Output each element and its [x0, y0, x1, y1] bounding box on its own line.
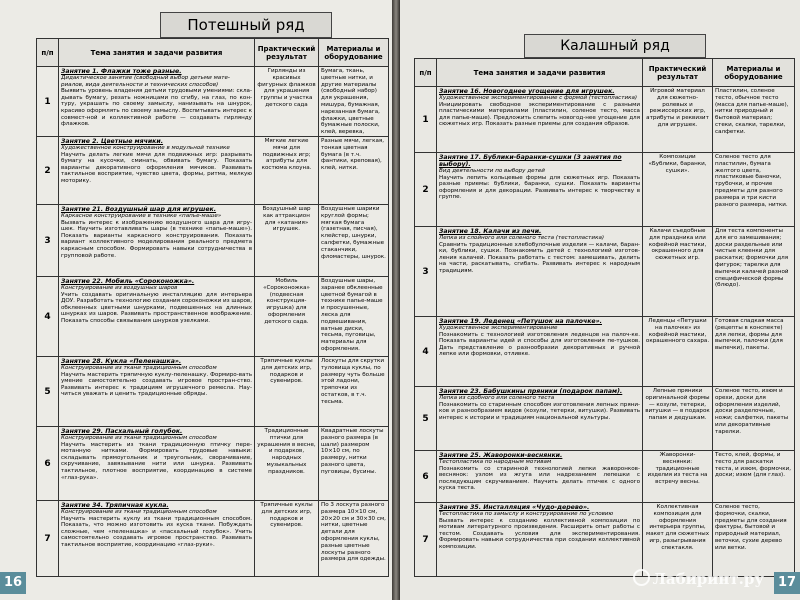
lesson-content [61, 358, 252, 425]
result-cell [255, 357, 319, 427]
practical-result: Композиции «Бублики, баранки, сушки». [648, 154, 707, 174]
row-number: 2 [37, 137, 59, 205]
practical-result: Тряпичные куклы для детских игр, подарков и сувениров. [260, 502, 313, 529]
table-row [415, 503, 795, 577]
row-number: 3 [37, 205, 59, 277]
left-lesson-table [36, 38, 389, 577]
materials-cell [713, 451, 795, 503]
lesson-title: Занятие 34. Тряпичная кукла. [61, 502, 169, 509]
result-cell [643, 153, 713, 227]
table-row [37, 357, 389, 427]
table-row [37, 427, 389, 501]
materials-list: Разные мячи, легкая, тонкая цветная бумага (в т.ч. фантики, креповая), клей, нитки. [321, 138, 385, 172]
lesson-subtitle: Тестопластика по народным мотивам [439, 459, 552, 465]
lesson-content [439, 318, 640, 385]
lesson-subtitle: Вид деятельности по выбору детей [439, 168, 545, 174]
watermark: Лабиринт.ру [633, 569, 764, 588]
materials-cell [319, 501, 389, 577]
lesson-title: Занятие 23. Бабушкины пряники (подарок папам). [439, 388, 623, 395]
result-cell [255, 427, 319, 501]
lesson-cell [437, 153, 643, 227]
lesson-cell [59, 357, 255, 427]
table-row [415, 317, 795, 387]
lesson-title: Занятие 1. Флажки тоже разные. [61, 68, 182, 75]
result-cell [643, 451, 713, 503]
lesson-goals: Научить мастерить из ткани традиционную птичку пере-мотанную нитками. Формировать трудовые навыки: складывать прямоугольник и треугольник, сворачивание, скручивание, завязывание нити или шнурка. Развивать тактильное, плотное восприятие, координацию в системе «глаз-рука». [61, 441, 252, 481]
lesson-goals: Инициировать свободное экспериментирование с разными пластическими материалами (пластилин, соленое тесто, масса для папье-маше). Предложить слепить новогод-нее угощение для сюжетных игр. Показать разные приемы для создания образов. [439, 101, 640, 128]
lesson-cell [437, 503, 643, 577]
lesson-cell [437, 317, 643, 387]
row-number: 2 [415, 153, 437, 227]
lesson-goals: Вызвать интерес к созданию коллективной композиции по мотивам литературного произведения. Расширить опыт работы с тестом. Создавать условия для экспериментирования. Формировать навыки сотрудничества при создании коллективной композиции. [439, 517, 640, 550]
materials-list: Пластилин, соленое тесто, обычное тесто (масса для папье-маше), нитки природный и бытовой материал; стеки, скалки, тарелки, салфетки. [715, 88, 789, 135]
lesson-goals: Научить мастерить куклу из ткани традиционным способом. Показать, что можно изготовить из куска ткани. Побуждать сложные, чем «пеленашка» и «пасхальный голубок». Учить самостоятельно создавать игровое пространство. Развивать тактильное восприятие, координацию «глаз-руки». [61, 515, 252, 548]
left-page-title: Потешный ряд [160, 12, 332, 38]
right-page-title: Калашный ряд [524, 34, 706, 58]
table-row [415, 451, 795, 503]
lesson-subtitle: Художественное конструирование в модульной технике [61, 145, 230, 151]
lesson-subtitle: Художественное экспериментирование с формой (тестопластика) [439, 95, 638, 101]
book-gutter [392, 0, 400, 600]
table-row [37, 137, 389, 205]
materials-list: Готовая сладкая масса (рецепты в конспекте) для лепки, формы для выпечки, палочки (для выпечки), пакеты. [715, 318, 784, 352]
lesson-content [439, 452, 640, 501]
lesson-subtitle: Конструирование из ткани традиционным способом [61, 365, 217, 371]
lesson-title: Занятие 35. Инсталляция «Чудо-дерево». [439, 504, 590, 511]
materials-cell [713, 87, 795, 153]
lesson-content [61, 502, 252, 575]
left-page-number: 16 [0, 572, 26, 594]
lesson-title: Занятие 22. Мобиль «Сороконожка». [61, 278, 195, 285]
lesson-subtitle: Дидактическое занятие (свободный выбор детьми мате-риалов, вида деятельности и технических способов) [61, 75, 230, 88]
lesson-cell [59, 501, 255, 577]
materials-cell [713, 153, 795, 227]
materials-cell [319, 67, 389, 137]
result-cell [643, 387, 713, 451]
lesson-subtitle: Конструирование из ткани традиционным способом [61, 509, 217, 515]
result-cell [255, 137, 319, 205]
practical-result: Калачи съедобные для праздника или кофейной мастики, окрашенного для сюжетных игр. [648, 228, 707, 262]
lesson-content [439, 504, 640, 575]
result-cell [255, 501, 319, 577]
row-number: 5 [415, 387, 437, 451]
materials-list: Соленое тесто, изюм и орехи, доски для оформления изделий, доски разделочные, ножи; салфетки, пакеты или декоративные тарелки. [715, 388, 789, 435]
lesson-subtitle: Лепка из сдобного или соленого теста [439, 395, 555, 401]
lesson-subtitle: Лепка из слойного или соленого теста (тестопластика) [439, 235, 605, 241]
materials-list: Квадратные лоскуты разного размера (в шали) размером 10×10 см, по размеру, нитки разного цвета, пуговицы, бусины. [321, 428, 384, 475]
result-cell [255, 205, 319, 277]
right-page [400, 0, 800, 600]
lesson-content [439, 228, 640, 315]
materials-list: Лоскуты для скрутки туловища куклы, по размеру чуть больше этой ладони, тряпочки из остатков, в т.ч. тесьма. [321, 358, 385, 405]
lesson-cell [437, 451, 643, 503]
lesson-content [61, 68, 252, 135]
lesson-subtitle: Тестопластика по замыслу и конструирование по условию [439, 511, 614, 517]
result-cell [643, 317, 713, 387]
right-table-header [415, 59, 795, 87]
practical-result: Коллективная композиция для оформления интерьера группы, макет для сюжетных игр, разыгрывания спектакля. [646, 504, 709, 551]
practical-result: Традиционные птички для украшения в весне, и подарков, народных музыкальных праздников. [257, 428, 316, 475]
header-topic: Тема занятия и задачи развития [59, 39, 255, 67]
header-result: Практический результат [255, 39, 319, 67]
lesson-cell [59, 137, 255, 205]
header-number: п/п [37, 39, 59, 67]
lesson-cell [437, 387, 643, 451]
lesson-goals: Познакомить со старинным способом изготовления лепных пряни-ков и разнообразием видов (козули, тетерки, витушки). Развивать интерес к истории и традициям национальной культуры. [439, 401, 640, 421]
row-number: 6 [37, 427, 59, 501]
left-page [0, 0, 392, 600]
practical-result: Тряпичные куклы для детских игр, подарков и сувениров. [260, 358, 313, 385]
materials-cell [319, 205, 389, 277]
lesson-title: Занятие 25. Жаворонки-веснянки. [439, 452, 563, 459]
materials-list: По 3 лоскута разного размера 10×10 см, 20×20 см и 30×30 см, нитки, цветные детали для оформления куклы, разные цветные лоскуты разного размера для одежды. [321, 502, 386, 563]
lesson-cell [59, 205, 255, 277]
globe-icon [633, 569, 650, 586]
lesson-content [61, 278, 252, 355]
materials-cell [713, 227, 795, 317]
lesson-goals: Научить лепить кольцевые формы для сюжетных игр. Показать разные приемы: бублики, баранки, сушки. Показать варианты оформления и для декорации. Развивать интерес к творчеству в группе. [439, 174, 640, 201]
materials-list: Для теста компоненты для его замешивания; доски раздельные или чистые клеенки для раскатки; формочки для фигурок; тарелки для выпечки калачей разной специфической формы (блюдо). [715, 228, 789, 289]
practical-result: Жаворонки-веснянки: традиционные изделия из теста на встречу весны. [647, 452, 708, 486]
lesson-title: Занятие 21. Воздушный шар для игрушек. [61, 206, 217, 213]
lesson-title: Занятие 19. Леденец «Петушок на палочке». [439, 318, 602, 325]
lesson-cell [437, 227, 643, 317]
materials-cell [319, 357, 389, 427]
lesson-goals: Учить создавать оригинальную инсталляцию для интерьера ДОУ. Разработать технологию создания сороконожки из шаров, обклеенных цветными шнурками, подвешенных на длинных шнурках из шаров. Развивать пространственное воображение. Показать способы связывания шнурков узелками. [61, 291, 252, 324]
row-number: 1 [415, 87, 437, 153]
lesson-cell [59, 67, 255, 137]
lesson-goals: Научить мастерить тряпичную куклу-пеленашку. Формиро-вать умение самостоятельно создавать игровое простран-ство. Развивать интерес к традициям игрушечного ремесла. Нау-читься уважать и ценить традиционные обряды. [61, 371, 252, 398]
lesson-content [61, 428, 252, 499]
lesson-title: Занятие 28. Кукла «Пеленашка». [61, 358, 182, 365]
row-number: 4 [415, 317, 437, 387]
table-row [37, 67, 389, 137]
header-topic: Тема занятия и задачи развития [437, 59, 643, 87]
lesson-content [439, 154, 640, 225]
header-result: Практический результат [643, 59, 713, 87]
lesson-title: Занятие 16. Новогоднее угощение для игрушек. [439, 88, 615, 95]
lesson-subtitle: Каркасное конструирование в технике «папье-маше» [61, 213, 222, 219]
materials-list: Соленое тесто, формочки, скалки, предметы для создания фактуры, бытовой и природный материал, веточки, сухие дерево или ветки. [715, 504, 787, 551]
row-number: 1 [37, 67, 59, 137]
table-row [37, 277, 389, 357]
table-row [37, 501, 389, 577]
practical-result: Леденцы «Петушки на палочке» из кофейной мастики, окрашенного сахара. [645, 318, 710, 345]
materials-cell [319, 427, 389, 501]
lesson-goals: Познакомить со старинной технологией лепки жаворонков-веснянок: узлом из жгута или надрезанием лепешки с последующим скручиванием. Научить делать птичек с одного куска теста. [439, 465, 640, 492]
lesson-title: Занятие 18. Калачи из печи. [439, 228, 542, 235]
materials-list: Бумага, ткань, цветные нитки, и другие материалы (свободный набор) для украшения, мишура, бумажная, нарезанная бумага, флажки, цветные бумажные полоски, клей, веревка, [321, 68, 380, 135]
table-row [415, 227, 795, 317]
result-cell [255, 277, 319, 357]
row-number: 6 [415, 451, 437, 503]
materials-list: Тесто, клей, формы, и тесто для раскатки теста, и изюм, формочки, доски; изюм (для глаз). [715, 452, 792, 479]
lesson-content [61, 138, 252, 203]
lesson-subtitle: Конструирование из ткани традиционным способом [61, 435, 217, 441]
row-number: 5 [37, 357, 59, 427]
practical-result: Мягкие легкие мячи для подвижных игр; атрибуты для костюма клоуна. [261, 138, 312, 172]
left-table-header [37, 39, 389, 67]
lesson-goals: Вызвать интерес к изображению воздушного шара для игру-шек. Научить изготавливать шары (в технике «папье-маше»). Показать варианты каркасного конструирования. Показать вариант коллективного моделирования реального предмета каркасным способом. Формировать навыки сотрудничества в групповой работе. [61, 219, 252, 259]
table-row [415, 387, 795, 451]
materials-cell [713, 387, 795, 451]
practical-result: Воздушный шар как аттракцион для «катания» игрушек. [262, 206, 311, 233]
right-page-number: 17 [774, 572, 800, 594]
row-number: 3 [415, 227, 437, 317]
lesson-content [439, 88, 640, 151]
practical-result: Лепные пряники оригинальной формы — козули, тетерки, витушки — в подарок папам и дедушкам. [645, 388, 710, 422]
header-materials: Материалы и оборудование [319, 39, 389, 67]
materials-list: Воздушные шары, заранее обклеенные цветной бумагой в технике папье-маше и просушенные, леска для подвешивания, ватные диски, тесьма, пуговицы, материалы для оформления. [321, 278, 383, 352]
lesson-goals: Научить делать легкие мячи для подвижных игр: разрывать бумагу на кусочки, сминать, обвивать бумагу. Показать варианты декоративного оформления мячиков. Развивать тактильное восприятие, чувство цвета, формы, ритма, мелкую моторику. [61, 151, 252, 184]
materials-list: Воздушные шарики круглой формы; мягкая бумага (газетная, писчая), клейстер, шнурки, салфетки, бумажные стаканчики, фломастеры, шнурок. [321, 206, 386, 260]
materials-cell [319, 277, 389, 357]
lesson-cell [59, 427, 255, 501]
practical-result: Гирлянды из красивых фигурных флажков для украшения группы и участка детского сада [257, 68, 316, 108]
row-number: 7 [415, 503, 437, 577]
practical-result: Мобиль «Сороконожка» (подвесная конструкция-игрушка) для оформления детского сада. [263, 278, 310, 325]
practical-result: Игровой материал для сюжетно-ролевых и режиссерских игр, атрибуты и реквизит для игрушек. [646, 88, 709, 128]
header-materials: Материалы и оборудование [713, 59, 795, 87]
lesson-content [61, 206, 252, 275]
lesson-title: Занятие 29. Пасхальный голубок. [61, 428, 183, 435]
materials-list: Соленое тесто для пластилин, бумага желтого цвета, пластиковые баночки, трубочки, и прочие предметы для разного размера и три кисти разного размера, нитки. [715, 154, 788, 208]
row-number: 4 [37, 277, 59, 357]
lesson-goals: Познакомить с технологией изготовления леденцов на палоч-ке. Показать варианты идей и способы для изготовления пе-тушков. Дать представление о разнообразии декоративных и ручной лепке или формовки, отливке. [439, 331, 640, 358]
lesson-title: Занятие 2. Цветные мячики. [61, 138, 164, 145]
table-row [415, 87, 795, 153]
result-cell [255, 67, 319, 137]
table-row [415, 153, 795, 227]
table-row [37, 205, 389, 277]
materials-cell [319, 137, 389, 205]
result-cell [643, 87, 713, 153]
row-number: 7 [37, 501, 59, 577]
lesson-subtitle: Художественное экспериментирование [439, 325, 558, 331]
lesson-goals: Выявить уровень владения детьми трудовыми умениями: скла-дывать бумагу, резать ножницами по сгибу, на глаз, по кон-туру, украшать по своему замыслу, нанизывать на шнурок, красиво оформлять по своему замыслу. Воспитывать интерес к совмест-ной и коллективной работе — создавать гирлянду флажков. [61, 88, 252, 128]
materials-cell [713, 317, 795, 387]
lesson-subtitle: Конструирование из воздушных шаров [61, 285, 178, 291]
right-lesson-table [414, 58, 795, 577]
materials-cell [713, 503, 795, 577]
result-cell [643, 227, 713, 317]
lesson-content [439, 388, 640, 449]
lesson-goals: Сравнить традиционные хлебобулочные изделия — калачи, баран-ки, бублики, сушки. Познакомить детей с технологией изготов-ления калачей. Показать работать с тестом: замешивать, делить на части, раскатывать, сгибать. Развивать интерес к народным традициям. [439, 241, 640, 274]
result-cell [643, 503, 713, 577]
header-number: п/п [415, 59, 437, 87]
lesson-cell [437, 87, 643, 153]
lesson-cell [59, 277, 255, 357]
lesson-title: Занятие 17. Бублики-баранки-сушки (3 занятия по выбору). [439, 154, 622, 168]
